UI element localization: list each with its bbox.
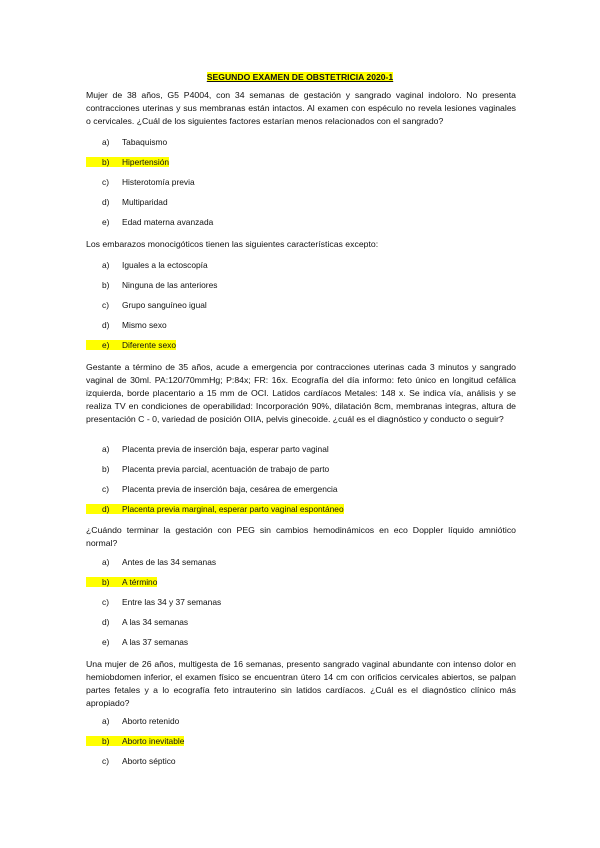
option-4d: d) A las 34 semanas <box>102 617 189 627</box>
answer-highlight: b) Hipertensión <box>86 157 169 167</box>
question-4-options <box>86 557 516 657</box>
option-2e <box>86 340 516 360</box>
option-1b <box>86 157 516 177</box>
option-2a: a) Iguales a la ectoscopía <box>102 260 208 270</box>
answer-highlight: b) A término <box>86 577 157 587</box>
question-5-options <box>86 716 516 776</box>
question-1-options <box>86 137 516 237</box>
option-4c: c) Entre las 34 y 37 semanas <box>102 597 222 607</box>
option-5c: c) Aborto séptico <box>102 756 176 766</box>
option-3d <box>86 504 516 524</box>
option-5a: a) Aborto retenido <box>102 716 180 726</box>
option-1e: e) Edad materna avanzada <box>102 217 214 227</box>
option-2d: d) Mismo sexo <box>102 320 167 330</box>
option-4e: e) A las 37 semanas <box>102 637 189 647</box>
option-1d: d) Multiparidad <box>102 197 168 207</box>
exam-title <box>0 72 600 82</box>
question-3-text: Gestante a término de 35 años, acude a emergencia por contracciones uterinas cada 3 minutos y sangrado vaginal de 30ml. PA:120/70mmHg; P:84x; FR: 16x. Ecografía del día informo: feto único en longitud cefálica izquierda, borde placentario a 15 mm de OCI. Latidos cardíacos Metales: 148 x. Se indica vía, análisis y se realiza TV en condiciones de operabilidad: Incorporación 90%, dilatación 8cm, membranas integras, altura de presentación C - 0, variedad de posición OIIA, pelvis ginecoide. ¿cuál es el diagnóstico y conducto o seguir? <box>86 362 516 424</box>
option-4b <box>86 577 516 597</box>
option-2b: b) Ninguna de las anteriores <box>102 280 218 290</box>
question-3-options <box>86 444 516 524</box>
question-4-text: ¿Cuándo terminar la gestación con PEG sin cambios hemodinámicos en eco Doppler líquido amniótico normal? <box>86 525 516 548</box>
option-1a: a) Tabaquismo <box>102 137 168 147</box>
answer-highlight: d) Placenta previa marginal, esperar parto vaginal espontáneo <box>86 504 344 514</box>
question-5-text: Una mujer de 26 años, multigesta de 16 semanas, presento sangrado vaginal abundante con intenso dolor en hemiobdomen inferior, el examen físico se encuentran útero 14 cm con orificios cervicales abiertos, se palpan partes fetales y a lo ecografía feto intrauterino sin latidos cardíacos. ¿Cuál es el diagnóstico clínico más apropiado? <box>86 659 516 708</box>
answer-highlight: b) Aborto inevitable <box>86 736 184 746</box>
option-1c: c) Histerotomía previa <box>102 177 195 187</box>
option-2c: c) Grupo sanguíneo igual <box>102 300 207 310</box>
question-2-options <box>86 260 516 360</box>
option-3a: a) Placenta previa de inserción baja, esperar parto vaginal <box>102 444 329 454</box>
question-2-text: Los embarazos monocigóticos tienen las siguientes características excepto: <box>86 239 379 249</box>
option-5b <box>86 736 516 756</box>
answer-highlight: e) Diferente sexo <box>86 340 176 350</box>
option-4a: a) Antes de las 34 semanas <box>102 557 217 567</box>
exam-title-text: SEGUNDO EXAMEN DE OBSTETRICIA 2020-1 <box>206 72 394 82</box>
option-3c: c) Placenta previa de inserción baja, cesárea de emergencia <box>102 484 338 494</box>
option-3b: b) Placenta previa parcial, acentuación de trabajo de parto <box>102 464 330 474</box>
question-1-text: Mujer de 38 años, G5 P4004, con 34 semanas de gestación y sangrado vaginal indoloro. No presenta contracciones uterinas y sus membranas están intactos. Al examen con espéculo no revela lesiones vaginales o cervicales. ¿Cuál de los siguientes factores estarían menos relacionados con el sangrado? <box>86 90 516 126</box>
